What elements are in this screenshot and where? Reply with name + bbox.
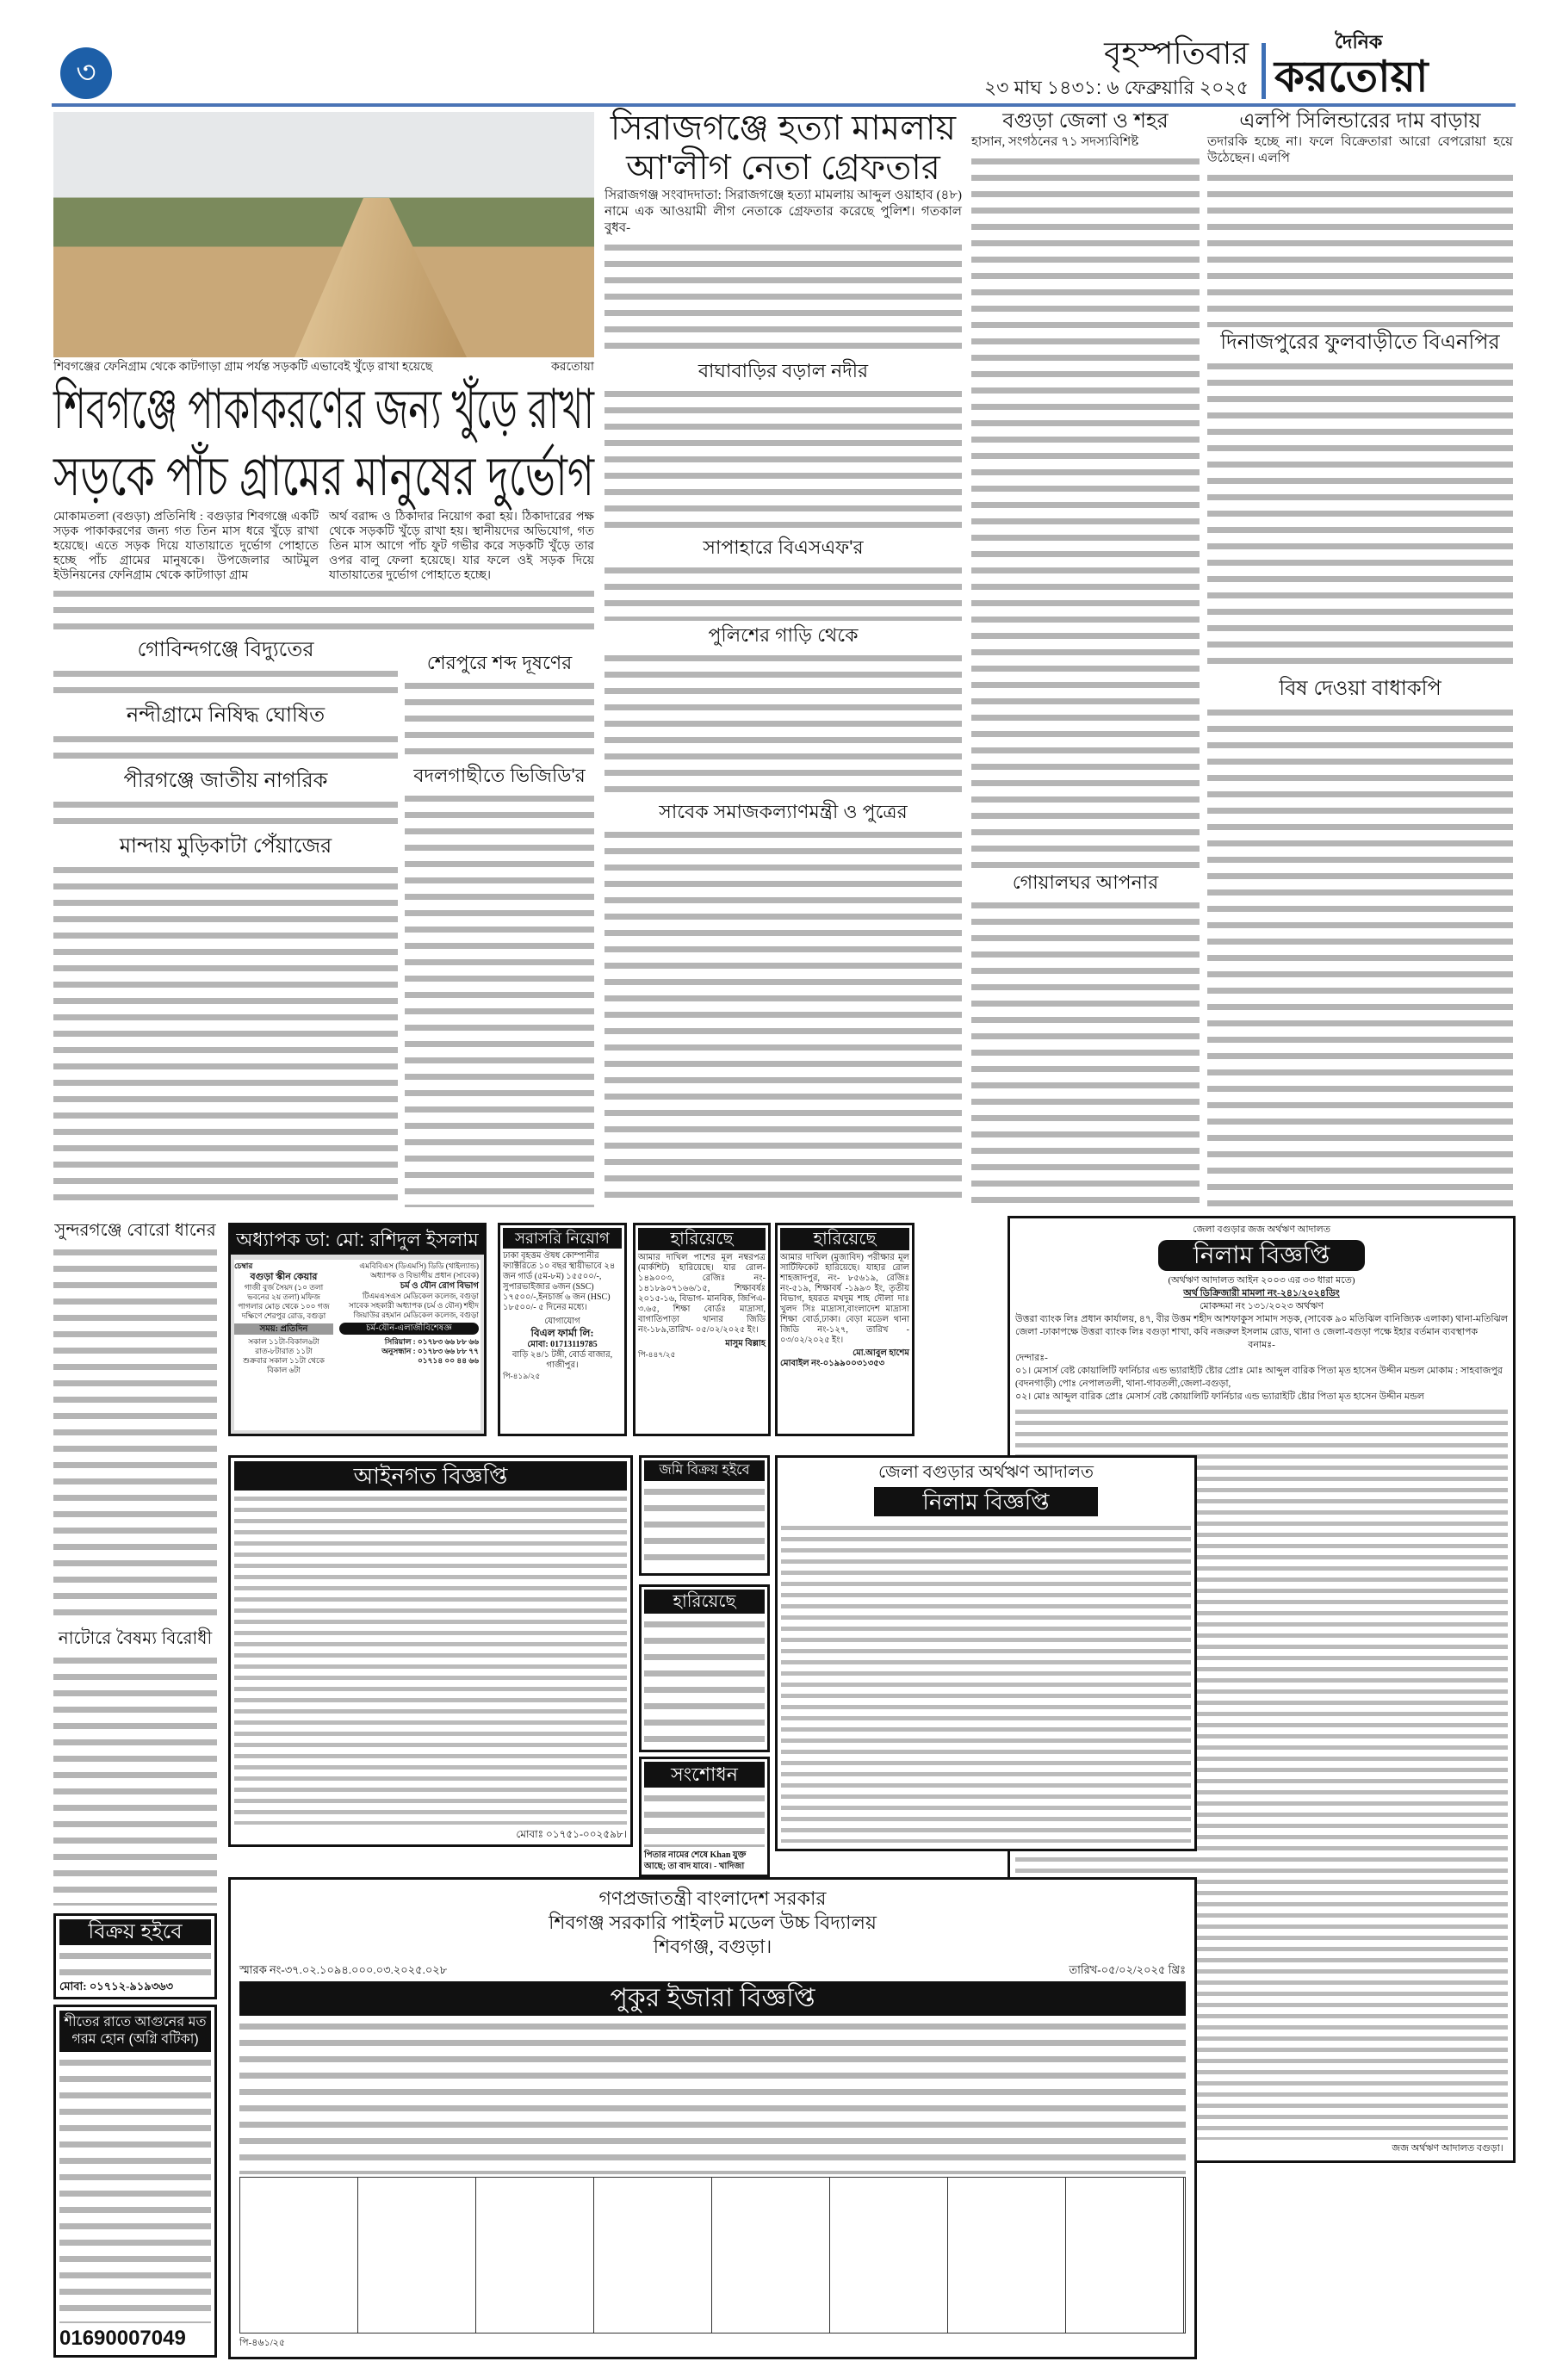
visit-time: সকাল ১১টা-বিকাল৬টা রাত-৮টারাত ১১টা xyxy=(248,1337,319,1355)
job-phone: মোবা: 01713119785 xyxy=(527,1340,598,1349)
masthead-divider xyxy=(1262,43,1266,99)
auction2-text xyxy=(781,1522,1191,1843)
masthead-date: ২৩ মাঘ ১৪৩১: ৬ ফেব্রুয়ারি ২০২৫ xyxy=(983,77,1249,98)
logo-small: দৈনিক xyxy=(1335,31,1383,53)
job-ref: পি-৪১৯/২৫ xyxy=(503,1372,541,1380)
job-ad-body: ঢাকা বৃহত্তম ঔষধ কোম্পানীর ফ্যাক্টরিতে ১০ বছর স্থায়ীভাবে ২৪ জন গার্ড (৫ম-৮ম) ১৫৫০০/-, সুপারভাইজার ৬জন (SSC) ১৭৫০০/-,ইনচার্জ ৬ জন (HSC) ১৮৫০০/- ৫ দিনের মধ্যে। xyxy=(503,1251,616,1312)
pond-ref: পি-৪৬১/২৫ xyxy=(239,2338,286,2348)
lost-ad-1 xyxy=(633,1223,771,1436)
masthead-day: বৃহস্পতিবার xyxy=(1104,35,1249,71)
pond-text xyxy=(239,2018,1186,2174)
subhead-fulbari: দিনাজপুরের ফুলবাড়ীতে বিএনপির xyxy=(1220,330,1500,354)
time-label: সময়: প্রতিদিন xyxy=(234,1323,333,1335)
bogura-headline: বগুড়া জেলা ও শহর xyxy=(1002,109,1169,133)
subhead-badalgachhi: বদলগাছীতে ভিজিডি'র xyxy=(413,764,586,786)
subhead-natore: নাটোরে বৈষম্য বিরোধী xyxy=(58,1628,213,1648)
story-text xyxy=(53,1244,217,1625)
clinic-address: গাজী বুর্জ সৈয়দ (১০ তলা ভবনের ২য় তলা) মফিজ পাগলার মোড় থেকে ১০০ গজ দক্ষিণে শেরপুর রোড, বগুড়া xyxy=(238,1283,330,1320)
lead-story xyxy=(53,360,594,634)
ad-text xyxy=(644,1790,765,1847)
left-stories-col xyxy=(53,637,398,1210)
lost-ad-name: মাসুম বিল্লাহ xyxy=(725,1339,766,1348)
enquiry-phone-2: ০১৭১৪ ০০ ৪৪ ৬৬ xyxy=(417,1356,479,1365)
lead-photo xyxy=(53,112,594,357)
subhead-nandigram: নন্দীগ্রামে নিষিদ্ধ ঘোষিত xyxy=(126,703,326,728)
lost-ad-name: মো.আবুল হাশেম xyxy=(852,1348,909,1358)
doctor-degree: এমবিবিএস (ডিএমসি) ডিডি (থাইল্যান্ড) xyxy=(359,1261,479,1270)
subhead-police-car: পুলিশের গাড়ি থেকে xyxy=(708,624,859,647)
lost-ad-3 xyxy=(639,1584,770,1752)
land-sale-title: জমি বিক্রয় হইবে xyxy=(644,1460,765,1481)
story-text xyxy=(53,666,398,700)
auction2-court: জেলা বগুড়ার অর্থঋণ আদালত xyxy=(877,1463,1094,1482)
story-text xyxy=(604,386,962,533)
subhead-baghabari: বাঘাবাড়ির বড়াল নদীর xyxy=(698,360,869,382)
winter-ad-title: শীতের রাতে আগুনের মত গরম হোন (অগ্নি বটিকা) xyxy=(59,2011,211,2052)
chamber-label: চেম্বার xyxy=(234,1261,253,1270)
lost-ad-title: হারিয়েছে xyxy=(780,1228,909,1250)
story-text xyxy=(604,650,962,797)
left-stories-col-2 xyxy=(405,651,594,1210)
story-text xyxy=(1207,358,1513,673)
doctor-specialty: চর্ম-যৌন-এলার্জীবিশেষজ্ঞ xyxy=(339,1323,479,1335)
story-text xyxy=(405,790,594,1207)
sale-ad-phone: মোবা: ০১৭১২-৯১৯৩৬৩ xyxy=(59,1980,174,1993)
right-col xyxy=(1207,108,1513,1211)
subhead-manda: মান্দায় মুড়িকাটা পেঁয়াজের xyxy=(119,834,332,858)
winter-ad xyxy=(53,2005,217,2358)
left-strip-col xyxy=(53,1219,217,1908)
correction-text: পিতার নামের শেষে Khan যুক্ত আছে; তা বাদ যাবে। - খাদিজা xyxy=(644,1850,747,1871)
clinic-name: বগুড়া স্কীন কেয়ার xyxy=(250,1272,318,1282)
doctor-former: সাবেক সহকারী অধ্যাপক (চর্ম ও যৌন) শহীদ জিয়াউর রহমান মেডিকেল কলেজ, বগুড়া xyxy=(348,1301,479,1319)
story-text xyxy=(53,862,398,1207)
lost-ad-body: আমার দাখিল (মুজাবিদ) পরীক্ষার মূল সার্টিফিকেট হারিয়েছে। যাহার রোল শাহজাদপুর, নং- ৮৫৬১৯, রেজিঃ নং-৫১৯, শিক্ষাবর্ষ -১৯৯৩ ইং, তৃতীয় বিভাগ, হযরত মখদুম শাহ দৌলা দাঃ খুলদ সিঃ মাদ্রাসা,বাংলাদেশ মাদ্রাসা শিক্ষা বোর্ড,ঢাকা। বেড়া মডেল থানা জিডি নং-১২৭, তারিখ - ০৩/০২/২০২৫ ইং। xyxy=(780,1253,909,1345)
auction-notice-small xyxy=(775,1455,1197,1851)
auction-debtors-label: দেন্দারঃ- xyxy=(1015,1353,1048,1363)
pond-lease-notice xyxy=(228,1877,1197,2359)
sale-ad xyxy=(53,1913,217,1999)
lost-ad-phone: মোবাইল নং-০১৯৯০০৩১৩৫৩ xyxy=(780,1359,885,1368)
pond-memo: স্মারক নং-৩৭.০২.১০৯৪.০০০.০৩.২০২৫.০২৮ xyxy=(239,1963,448,1976)
story-text xyxy=(405,678,594,761)
story-text xyxy=(971,897,1200,1208)
job-address: বাড়ি ২৪/১ টঙ্গী, বোর্ড বাজার, গাজীপুর। xyxy=(512,1350,613,1370)
ad-text xyxy=(644,1616,765,1745)
pond-title: পুকুর ইজারা বিজ্ঞপ্তি xyxy=(239,1981,1186,2016)
photo-credit: করতোয়া xyxy=(551,361,594,374)
story-text xyxy=(53,796,398,831)
auction-sign: জজ অর্থঋণ আদালত বগুড়া। xyxy=(1392,2143,1504,2154)
ad-text xyxy=(644,1484,765,1568)
bogura-body: হাসান, সংগঠনের ৭১ সদস্যবিশিষ্ট xyxy=(971,135,1139,149)
job-company: বিএল ফার্মা লি: xyxy=(530,1327,594,1339)
lost-ad-title: হারিয়েছে xyxy=(644,1590,765,1614)
sirajganj-headline-1: সিরাজগঞ্জে হত্যা মামলায় xyxy=(610,109,957,147)
land-sale-ad xyxy=(639,1455,770,1576)
subhead-cabbage: বিষ দেওয়া বাধাকপি xyxy=(1279,676,1442,700)
doctor-dept: চর্ম ও যৌন রোগ বিভাগ xyxy=(400,1281,479,1291)
subhead-goalghar: গোয়ালঘর আপনার xyxy=(1012,871,1159,894)
subhead-sherpur: শেরপুরে শব্দ দূষণের xyxy=(426,652,573,673)
subhead-gobindaganj: গোবিন্দগঞ্জে বিদ্যুতের xyxy=(137,638,314,661)
job-contact-label: যোগাযোগ xyxy=(544,1317,580,1326)
ad-text xyxy=(59,2055,211,2323)
sale-ad-title: বিক্রয় হইবে xyxy=(59,1919,211,1945)
newspaper-logo xyxy=(1274,31,1524,100)
doctor-college: টিএমএসএস মেডিকেল কলেজ, বগুড়া xyxy=(362,1292,479,1300)
story-text xyxy=(1207,704,1513,1208)
doctor-name: অধ্যাপক ডা: মো: রশিদুল ইসলাম xyxy=(231,1225,484,1255)
page-number-badge: ৩ xyxy=(60,47,112,99)
lead-headline-1: শিবগঞ্জে পাকাকরণের জন্য খুঁড়ে রাখা xyxy=(53,378,595,440)
auction-case: অর্থ ডিক্রিজারী মামলা নং-২৪১/২০২৪ডিং xyxy=(1183,1288,1340,1298)
friday-time: শুক্রবার সকাল ১১টা থেকে বিকাল ৬টা xyxy=(243,1356,325,1374)
story-text xyxy=(53,1652,217,1906)
masthead-rule xyxy=(52,103,1516,107)
job-ad-title: সরাসরি নিয়োগ xyxy=(503,1228,622,1249)
story-text xyxy=(604,827,962,1208)
auction-suit: মোকদ্দমা নং ১৩১/২০২৩ অর্থঋণ xyxy=(1200,1301,1324,1311)
auction-versus: বনামঃ- xyxy=(1248,1340,1275,1350)
story-text xyxy=(604,562,962,621)
pond-place: শিবগঞ্জ, বগুড়া। xyxy=(653,1936,772,1957)
subhead-ex-minister: সাবেক সমাজকল্যাণমন্ত্রী ও পুত্রের xyxy=(659,800,908,822)
auction-debtor-2: ০২। মোঃ আব্দুল বারিক প্রোঃ মেসার্স বেষ্ট কোয়ালিটি ফার্নিচার এন্ড ভ্যারাইটি ষ্টোর পিতা মৃত হাসেন উদ্দীন মন্ডল xyxy=(1015,1391,1424,1402)
auction2-title: নিলাম বিজ্ঞপ্তি xyxy=(874,1487,1098,1516)
doctor-ad xyxy=(228,1223,487,1436)
correction-title: সংশোধন xyxy=(644,1762,765,1788)
middle-col xyxy=(604,108,962,1211)
pond-gov: গণপ্রজাতন্ত্রী বাংলাদেশ সরকার xyxy=(598,1887,827,1909)
lp-gas-headline: এলপি সিলিন্ডারের দাম বাড়ায় xyxy=(1239,109,1481,133)
sirajganj-headline-2: আ'লীগ নেতা গ্রেফতার xyxy=(626,149,940,187)
job-ad xyxy=(498,1223,627,1436)
story-text xyxy=(971,153,1200,868)
lost-ad-ref: পি-৪৪৭/২৫ xyxy=(638,1350,676,1359)
lp-gas-body: তদারকি হচ্ছে না। ফলে বিক্রেতারা আরো বেপরোয়া হয়ে উঠেছেন। এলপি xyxy=(1207,135,1513,165)
lost-ad-2 xyxy=(775,1223,914,1436)
serial-phone: সিরিয়াল : ০১৭৮৩ ৬৬ ৮৮ ৬৬ xyxy=(384,1337,479,1346)
correction-ad xyxy=(639,1757,770,1877)
sirajganj-body: সিরাজগঞ্জ সংবাদদাতা: সিরাজগঞ্জে হত্যা মামলায় আব্দুল ওয়াহাব (৪৮) নামে এক আওয়ামী লীগ নেতাকে গ্রেফতার করেছে পুলিশ। গতকাল বুধব- xyxy=(604,189,962,235)
ad-text xyxy=(59,1948,211,1976)
story-text xyxy=(1207,170,1513,327)
lost-ad-title: হারিয়েছে xyxy=(638,1228,766,1250)
auction-debtor-1: ০১। মেসার্স বেষ্ট কোয়ালিটি ফার্নিচার এন্ড ভ্যারাইটি ষ্টোর প্রোঃ মোঃ আব্দুল বারিক পিতা মৃত হাসেন উদ্দীন মন্ডল মোকাম : সাহবাজপুর (বদনগাড়ী) পোঃ নেপালতলী, থানা-গাবতলী,জেলা-বগুড়া, xyxy=(1015,1366,1503,1389)
winter-ad-phone: 01690007049 xyxy=(59,2327,186,2350)
story-text xyxy=(53,731,398,765)
legal-notice xyxy=(228,1455,633,1847)
legal-notice-title: আইনগত বিজ্ঞপ্তি xyxy=(234,1461,627,1491)
pond-table xyxy=(239,2177,1186,2334)
pond-date: তারিখ-০৫/০২/২০২৫ খ্রিঃ xyxy=(1069,1963,1186,1976)
lead-body-text xyxy=(53,586,594,631)
logo-main: করতোয়া xyxy=(1274,53,1429,101)
bogura-col xyxy=(971,108,1200,1211)
auction-title: নিলাম বিজ্ঞপ্তি xyxy=(1158,1240,1365,1271)
legal-text xyxy=(234,1493,627,1825)
enquiry-phone: অনুসন্ধান : ০১৭৮৩ ৬৬ ৮৮ ৭৭ xyxy=(381,1347,479,1355)
lead-headline-2: সড়কে পাঁচ গ্রামের মানুষের দুর্ভোগ xyxy=(53,445,595,507)
lead-body-1: মোকামতলা (বগুড়া) প্রতিনিধি : বগুড়ার শিবগঞ্জে একটি সড়ক পাকাকরণের জন্য গত তিন মাস ধরে খুঁড়ে রাখা হয়েছে। এতে সড়ক দিয়ে যাতায়াতে দুর্ভোগ পোহাতে হচ্ছে পাঁচ গ্রামের মানুষকে। উপজেলার আটমুল ইউনিয়নের ফেনিগ্রাম থেকে কাটগাড়া গ্রাম xyxy=(53,511,319,582)
auction-court: জেলা বগুড়ার জজ অর্থঋণ আদালত xyxy=(1193,1224,1330,1235)
subhead-sundarganj: সুন্দরগঞ্জে বোরো ধানের xyxy=(54,1221,216,1240)
subhead-sapahar: সাপাহারে বিএসএফ'র xyxy=(703,536,864,558)
subhead-pirganj: পীরগঞ্জে জাতীয় নাগরিক xyxy=(123,769,328,793)
pond-school: শিবগঞ্জ সরকারি পাইলট মডেল উচ্চ বিদ্যালয় xyxy=(549,1912,877,1933)
lead-body-2: অর্থ বরাদ্দ ও ঠিকাদার নিয়োগ করা হয়। ঠিকাদারের পক্ষ থেকে সড়কটি খুঁড়ে রাখা হয়। স্থানীয়দের অভিযোগ, গত তিন মাস আগে পাঁচ ফুট গভীর করে সড়কটি খুঁড়ে তার ওপর বালু ফেলা হয়েছে। যার ফলে ওই সড়ক দিয়ে যাতায়াতের দুর্ভোগ পোহাতে হচ্ছে। xyxy=(329,511,594,582)
auction-law: (অর্থঋণ আদালত আইন ২০০৩ এর ৩৩ ধারা মতে) xyxy=(1168,1275,1355,1286)
photo-caption: শিবগঞ্জের ফেনিগ্রাম থেকে কাটগাড়া গ্রাম পর্যন্ত সড়কটি এভাবেই খুঁড়ে রাখা হয়েছে xyxy=(53,361,433,374)
lost-ad-body: আমার দাখিল পাশের মূল নম্বরপত্র (মার্কশিট) হারিয়েছে। যার রোল- ১৪৯০০৩, রেজিঃ নং- ১৪১৮৯০৭১৬৬/১৫, শিক্ষাবর্ষঃ ২০১৫-১৬, বিভাগ- মানবিক, জিপিএ- ৩.৬৫, শিক্ষা বোর্ডঃ মাদ্রাসা, বাগাতিপাড়া থানার জিডি নং-১৮৯,তারিখ- ০৫/০২/২০২৫ ইং। xyxy=(638,1253,766,1335)
court-phone: মোবাঃ ০১৭৫১-০০২৫৯৮। xyxy=(516,1828,627,1840)
doctor-post: অধ্যাপক ও বিভাগীয় প্রধান (সাবেক) xyxy=(370,1271,479,1280)
auction-body: উত্তরা ব্যাংক লিঃ প্রধান কার্যালয়, ৪৭, বীর উত্তম শহীদ আশফাকুস সামাদ সড়ক, (সাবেক ৯০ মতিঝিল বানিজ্যিক এলাকা) থানা-মতিঝিল জেলা -ঢাকাপক্ষে উত্তরা ব্যাংক লিঃ বগুড়া শাখা, কবি নজরুল ইসলাম রোড, থানা ও জেলা-বগুড়া পক্ষে ইহার বর্তমান ব্যবস্থাপক xyxy=(1015,1314,1508,1337)
story-text xyxy=(604,239,962,356)
